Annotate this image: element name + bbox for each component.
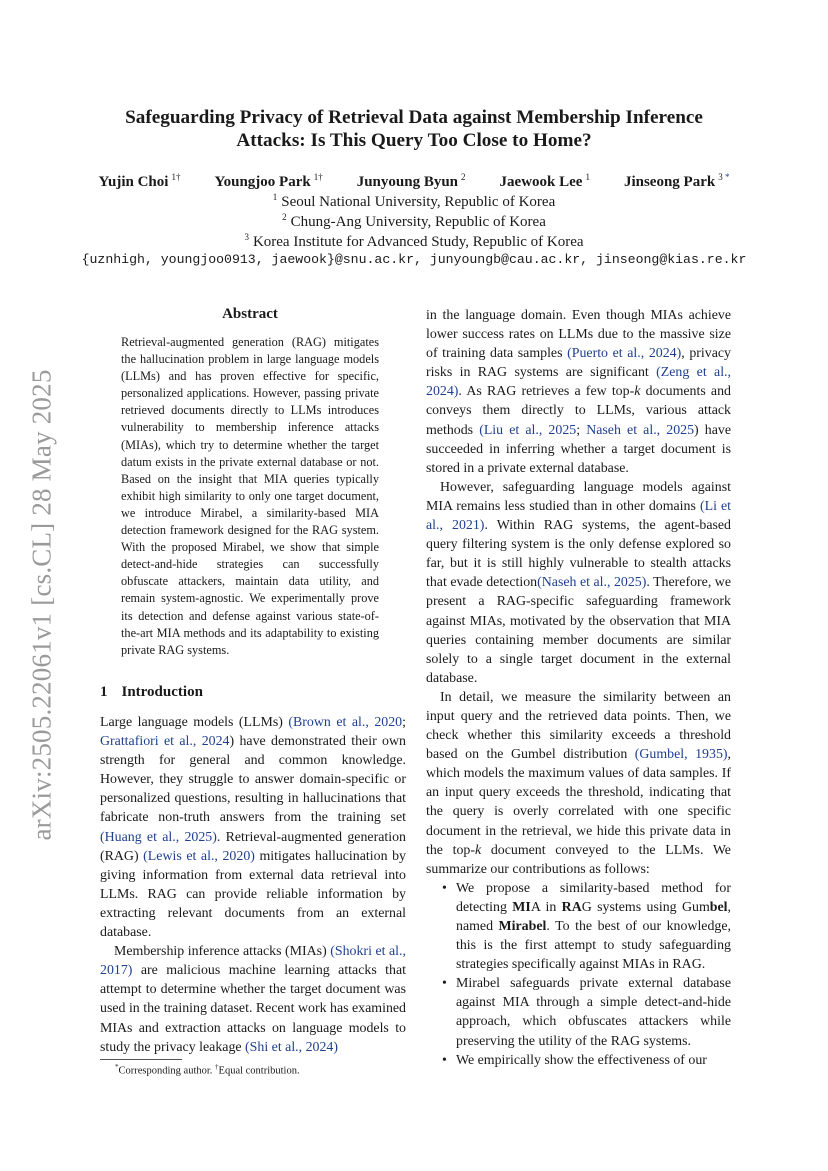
- author-affil-mark: 1†: [313, 172, 323, 182]
- footnote-divider: [100, 1059, 182, 1060]
- author-list: [60, 172, 768, 191]
- citation-link[interactable]: (Lewis et al., 2020): [143, 848, 255, 864]
- corresponding-author-link[interactable]: *: [724, 172, 730, 182]
- author-emails: {uznhigh, youngjoo0913, jaewook}@snu.ac.kr, junyoungb@cau.ac.kr, jinseong@kias.re.kr: [81, 252, 747, 267]
- contributions-list: [426, 879, 731, 1070]
- citation-link[interactable]: (Shi et al., 2024): [245, 1039, 339, 1055]
- citation-link[interactable]: (Gumbel, 1935): [634, 747, 728, 763]
- citation-link[interactable]: Naseh et al., 2025: [586, 422, 695, 438]
- title-line-1: Safeguarding Privacy of Retrieval Data against Membership Inference: [125, 107, 703, 128]
- citation-link[interactable]: (Brown et al., 2020: [288, 715, 403, 730]
- list-item: • Mirabel safeguards private external database against MIA through a simple detect-and-hide approach, which obfuscates attackers while preserving the utility of the RAG systems.: [426, 974, 731, 1050]
- citation-link[interactable]: (Li et al., 2021): [426, 498, 732, 534]
- arxiv-identifier-stamp: [22, 355, 62, 855]
- arxiv-id-text: arXiv:2505.22061v1 [cs.CL] 28 May 2025: [26, 369, 57, 841]
- citation-link[interactable]: (Puerto et al., 2024): [567, 346, 682, 362]
- citation-link[interactable]: (Huang et al., 2025): [100, 829, 217, 845]
- author-name: Youngjoo Park: [214, 174, 311, 190]
- author-name: Jaewook Lee: [499, 174, 583, 190]
- author-affil-mark: 3 *: [718, 172, 730, 182]
- author-name: Jinseong Park: [623, 174, 716, 190]
- author-name: Junyoung Byun: [356, 174, 459, 190]
- abstract-text: Retrieval-augmented generation (RAG) mitigates the hallucination problem in large language models (LLMs) and has proven effective for specific, personalized applications. However, passing private retrieved documents directly to LLMs introduces vulnerability to membership inference attacks (MIAs), which try to determine whether the target datum exists in the private external database or not. Based on the insight that MIA queries typically exhibit high similarity to only one target document, we introduce Mirabel, a similarity-based MIA detection framework designed for the RAG system. With the proposed Mirabel, we show that simple detect-and-hide strategies can successfully obfuscate attackers, maintain data utility, and remain system-agnostic. We experimentally prove its detection and defense against various state-of-the-art MIA methods and its adaptability to existing private RAG systems.: [121, 335, 379, 657]
- author: [99, 172, 181, 191]
- list-item: • We empirically show the effectiveness of our: [426, 1051, 731, 1070]
- affiliation: $^3$ Korea Institute for Advanced Study, Republic of Korea: [244, 232, 584, 250]
- citation-link[interactable]: (Liu et al., 2025: [479, 422, 577, 438]
- paragraph: In detail, we measure the similarity between an input query and the retrieved data points. Then, we check whether this similarity exceeds a threshold based on the Gumbel distribution (Gumbel, 1935), which models the maximum values of data samples. If an input query exceeds the threshold, indicating that the query is overly correlated with one specific document in the retrieval, we hide this private data in the top-k document conveyed to the LLMs. We summarize our contributions as follows:: [426, 689, 731, 877]
- author: [214, 172, 322, 191]
- title-line-2: Attacks: Is This Query Too Close to Home?: [236, 130, 592, 151]
- author-affil-mark: 2: [461, 172, 466, 182]
- author: [624, 172, 730, 191]
- section-heading-introduction: 1 Introduction: [100, 684, 203, 700]
- author: [500, 172, 590, 191]
- body-column-left: [100, 713, 406, 1057]
- abstract-heading: Abstract: [222, 306, 278, 322]
- list-item: • We propose a similarity-based method for detecting MIA in RAG systems using Gumbel, named Mirabel. To the best of our knowledge, this is the first attempt to study safeguarding strategies specifically against MIAs in RAG.: [426, 879, 731, 974]
- citation-link[interactable]: (Zeng et al., 2024): [426, 365, 732, 400]
- citation-link[interactable]: (Naseh et al., 2025): [537, 575, 647, 591]
- author-name: Yujin Choi: [98, 174, 169, 190]
- affiliation: $^1$ Seoul National University, Republic of Korea: [272, 192, 556, 210]
- author: [357, 172, 466, 191]
- paragraph: Large language models (LLMs) (Brown et al., 2020; Grattafiori et al., 2024) have demonstrated their own strength for general and common knowledge. However, they struggle to answer domain-specific or personalized questions, resulting in hallucinations that fabricate non-truth answers from the training set (Huang et al., 2025). Retrieval-augmented generation (RAG) (Lewis et al., 2020) mitigates hallucination by giving information from external data retrieval into LLMs. RAG can provide reliable information by extracting relevant documents from an external database.: [100, 715, 406, 941]
- footnote: *Corresponding author. †Equal contribution.: [115, 1063, 300, 1077]
- citation-link[interactable]: (Shokri et al., 2017): [100, 944, 406, 979]
- author-affil-mark: 1: [585, 172, 590, 182]
- paper-title: [80, 106, 748, 152]
- citation-link[interactable]: Grattafiori et al., 2024: [100, 734, 230, 750]
- body-column-right: [426, 306, 731, 1070]
- author-affil-mark: 1†: [171, 172, 181, 182]
- affiliation: $^2$ Chung-Ang University, Republic of Korea: [282, 212, 546, 230]
- paragraph: in the language domain. Even though MIAs achieve lower success rates on LLMs due to the massive size of training data samples (Puerto et al., 2024), privacy risks in RAG systems are significant (Zeng et al., 2024). As RAG retrieves a few top-k documents and conveys them directly to LLMs, various attack methods (Liu et al., 2025; Naseh et al., 2025) have succeeded in inferring whether a target document is stored in a private external database.: [426, 308, 732, 476]
- paragraph: Membership inference attacks (MIAs) (Shokri et al., 2017) are malicious machine learning attacks that attempt to determine whether the target document was used in the training dataset. Recent work has examined MIAs and extraction attacks on language models to study the privacy leakage (Shi et al., 2024): [100, 944, 406, 1055]
- paragraph: However, safeguarding language models against MIA remains less studied than in other domains (Li et al., 2021). Within RAG systems, the agent-based query filtering system is the only defense explored so far, but it is still highly vulnerable to stealth attacks that evade detection(Naseh et al., 2025). Therefore, we present a RAG-specific safeguarding framework against MIAs, motivated by the observation that MIA queries containing member documents are similar solely to a single target document in the external database.: [426, 479, 732, 686]
